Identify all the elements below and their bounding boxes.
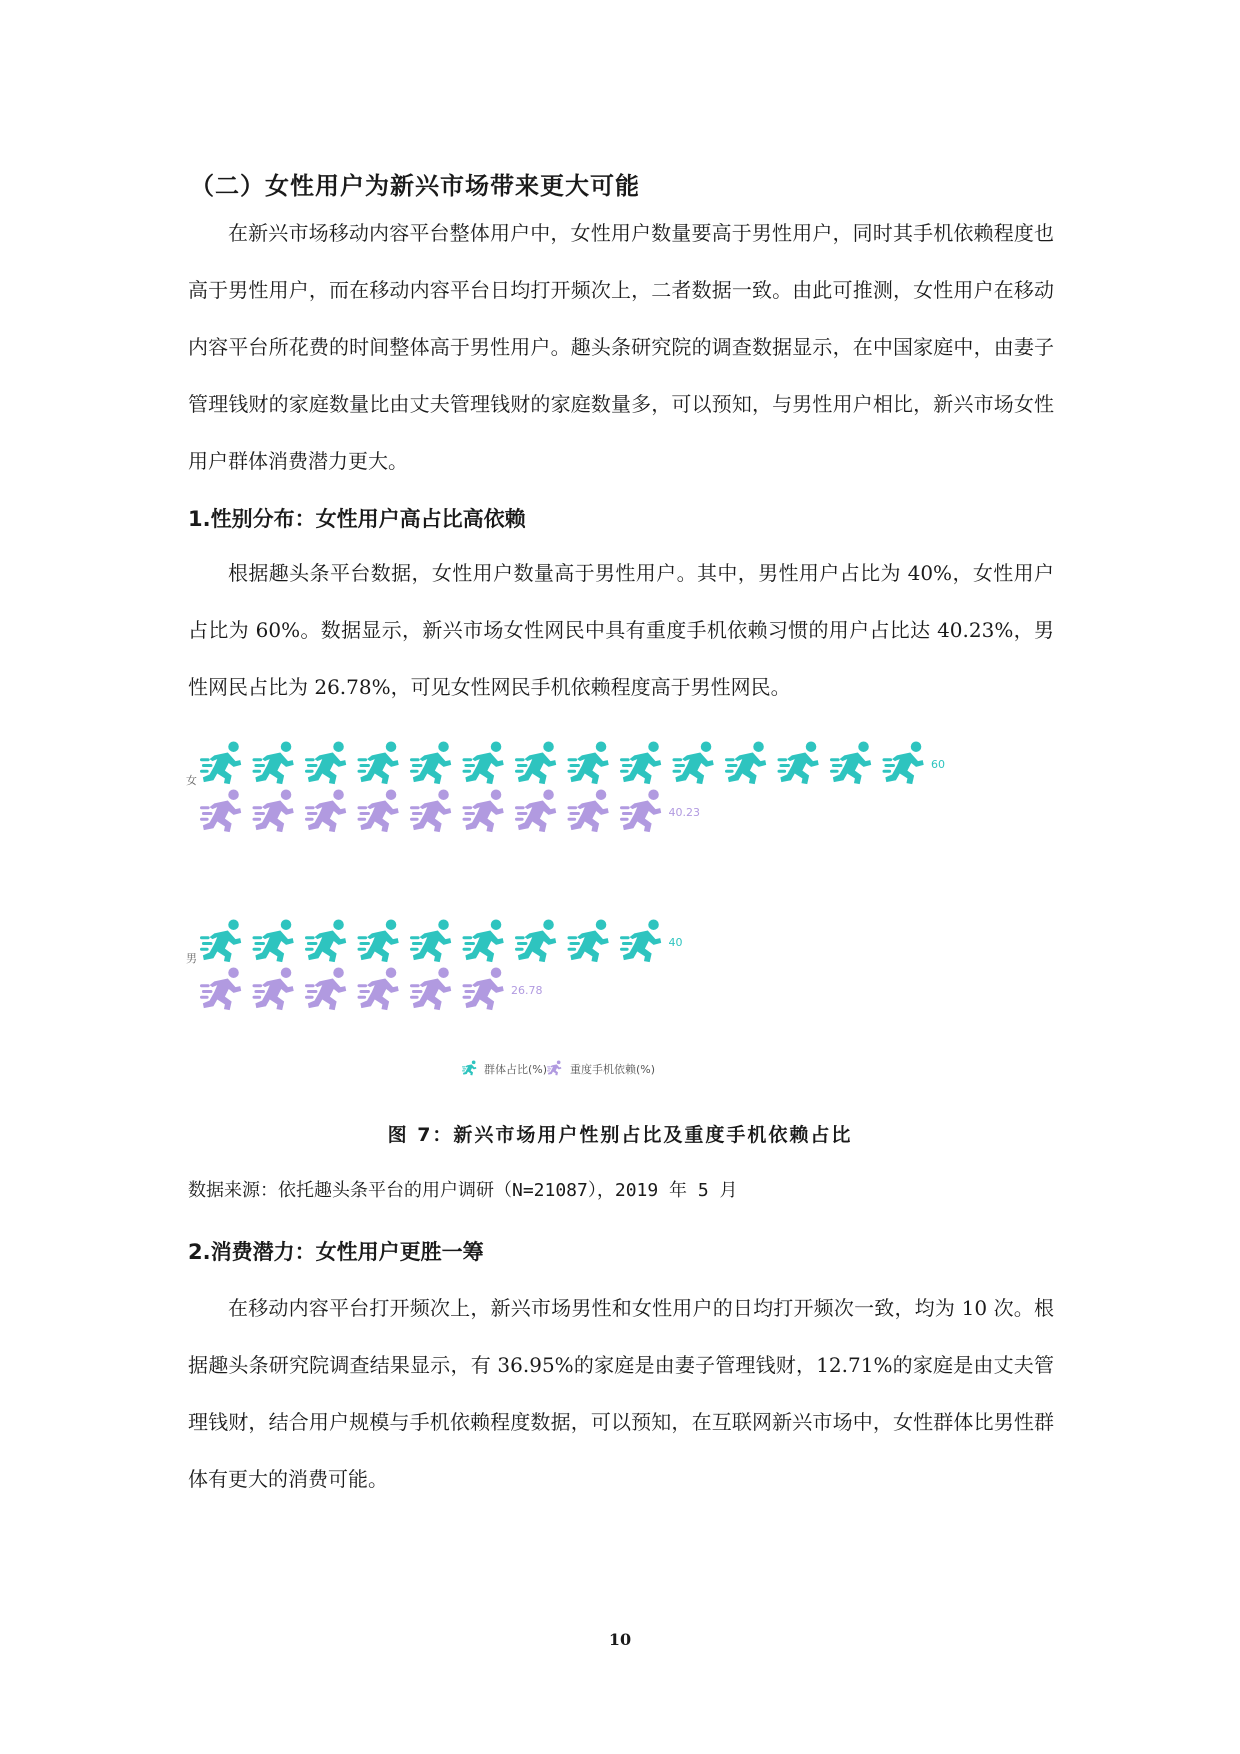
- subheading-gender-distribution: 1.性别分布：女性用户高占比高依赖: [188, 507, 526, 531]
- bar-icon-male-phone-dependency: [305, 967, 346, 1010]
- bar-icon-female-group-share: [568, 741, 609, 784]
- bar-icon-female-group-share: [830, 741, 871, 784]
- legend-runner-icon-group-share: [462, 1061, 476, 1076]
- bar-icon-female-group-share: [673, 741, 714, 784]
- data-label-male-phone-dependency: 26.78: [511, 984, 543, 997]
- paragraph-gender-distribution: 根据趣头条平台数据，女性用户数量高于男性用户。其中，男性用户占比为 40%，女性用户占比为 60%。数据显示，新兴市场女性网民中具有重度手机依赖习惯的用户占比达 40.23%，男性网民占比为 26.78%，可见女性网民手机依赖程度高于男性网民。: [188, 561, 1054, 699]
- bar-icon-female-group-share: [620, 741, 661, 784]
- bar-icon-female-phone-dependency: [358, 789, 399, 832]
- bar-icon-female-group-share: [883, 741, 924, 784]
- bar-icon-female-group-share: [358, 741, 399, 784]
- legend-runner-icon-phone-dependency: [547, 1061, 561, 1076]
- bar-icon-female-group-share: [778, 741, 819, 784]
- bar-icon-female-group-share: [253, 741, 294, 784]
- data-label-female-group-share: 60: [931, 758, 945, 771]
- bar-icon-female-group-share: [725, 741, 766, 784]
- bar-icon-male-phone-dependency: [200, 967, 241, 1010]
- bar-icon-female-phone-dependency: [463, 789, 504, 832]
- bar-icon-male-group-share: [568, 919, 609, 962]
- bar-icon-male-group-share: [620, 919, 661, 962]
- section-heading: （二）女性用户为新兴市场带来更大可能: [190, 172, 640, 200]
- bar-icon-female-phone-dependency: [568, 789, 609, 832]
- category-label-male: 男: [186, 952, 197, 965]
- bar-icon-male-group-share: [515, 919, 556, 962]
- bar-icon-female-phone-dependency: [620, 789, 661, 832]
- figure-caption: 图 7：新兴市场用户性别占比及重度手机依赖占比: [387, 1124, 853, 1146]
- bar-icon-male-group-share: [253, 919, 294, 962]
- chart-bars: [200, 741, 945, 1010]
- bar-icon-female-phone-dependency: [305, 789, 346, 832]
- bar-icon-female-group-share: [515, 741, 556, 784]
- pictorial-bar-chart: [186, 720, 1060, 1100]
- legend-label-group-share: 群体占比(%): [484, 1063, 548, 1076]
- legend-label-phone-dependency: 重度手机依赖(%): [570, 1063, 656, 1076]
- bar-icon-male-group-share: [200, 919, 241, 962]
- bar-icon-male-group-share: [305, 919, 346, 962]
- subheading-consumption-potential: 2.消费潜力：女性用户更胜一筹: [188, 1240, 484, 1264]
- paragraph-intro: 在新兴市场移动内容平台整体用户中，女性用户数量要高于男性用户，同时其手机依赖程度也高于男性用户，而在移动内容平台日均打开频次上，二者数据一致。由此可推测，女性用户在移动内容平台所花费的时间整体高于男性用户。趣头条研究院的调查数据显示，在中国家庭中，由妻子管理钱财的家庭数量比由丈夫管理钱财的家庭数量多，可以预知，与男性用户相比，新兴市场女性用户群体消费潜力更大。: [188, 221, 1054, 473]
- bar-icon-male-group-share: [358, 919, 399, 962]
- paragraph-consumption-potential: 在移动内容平台打开频次上，新兴市场男性和女性用户的日均打开频次一致，均为 10 次。根据趣头条研究院调查结果显示，有 36.95%的家庭是由妻子管理钱财，12.71%的家庭是由丈夫管理钱财，结合用户规模与手机依赖程度数据，可以预知，在互联网新兴市场中，女性群体比男性群体有更大的消费可能。: [188, 1296, 1054, 1491]
- bar-icon-male-phone-dependency: [463, 967, 504, 1010]
- bar-icon-male-phone-dependency: [410, 967, 451, 1010]
- data-label-female-phone-dependency: 40.23: [668, 806, 700, 819]
- chart-legend: [462, 1061, 655, 1077]
- bar-icon-female-group-share: [410, 741, 451, 784]
- data-label-male-group-share: 40: [668, 936, 683, 949]
- bar-icon-male-phone-dependency: [253, 967, 294, 1010]
- bar-icon-female-group-share: [305, 741, 346, 784]
- bar-icon-female-group-share: [463, 741, 504, 784]
- bar-icon-female-phone-dependency: [200, 789, 241, 832]
- bar-icon-female-phone-dependency: [253, 789, 294, 832]
- bar-icon-female-phone-dependency: [515, 789, 556, 832]
- bar-icon-male-phone-dependency: [358, 967, 399, 1010]
- source-note: 数据来源：依托趣头条平台的用户调研（N=21087），2019 年 5 月: [188, 1180, 738, 1201]
- bar-icon-male-group-share: [410, 919, 451, 962]
- bar-icon-female-phone-dependency: [410, 789, 451, 832]
- page-number: 10: [608, 1630, 632, 1649]
- bar-icon-female-group-share: [200, 741, 241, 784]
- category-label-female: 女: [186, 774, 197, 787]
- bar-icon-male-group-share: [463, 919, 504, 962]
